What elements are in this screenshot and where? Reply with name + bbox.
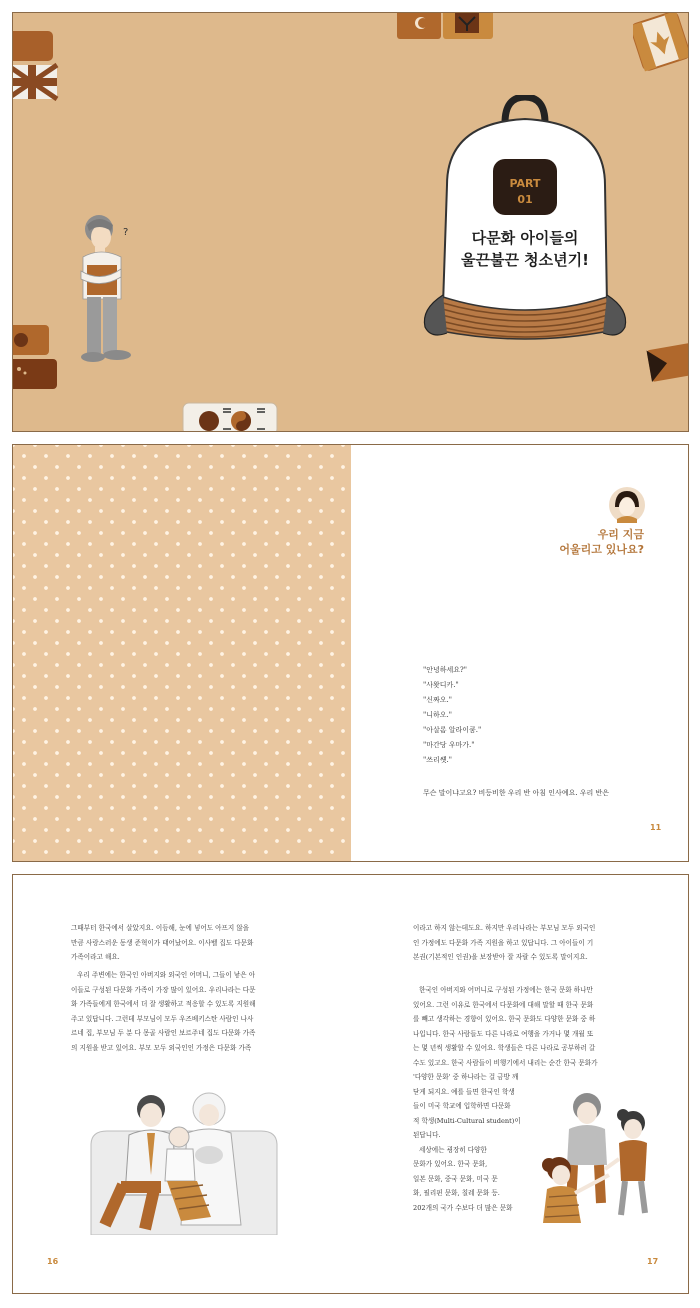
text-line: 일본 문화, 중국 문화, 미국 문 [413, 1174, 498, 1183]
right-paragraph-1 [413, 921, 595, 965]
dialogue-line-6: "마간당 우마가." [423, 741, 475, 749]
text-line: 화 가족들에게 한국에서 더 잘 생활하고 적응할 수 있도록 지원해 [71, 1000, 256, 1008]
text-line: 는 몇 년씩 생활할 수 있어요. 학생들은 다른 나라로 공부하러 갈 [413, 1044, 596, 1052]
text-line: 이들로 구성된 다문화 가족이 가장 많이 있어요. 우리나라는 다문 [71, 985, 256, 994]
text-line: 의 지원을 받고 있어요. 부모 모두 외국인인 가정은 다문화 가족 [71, 1043, 252, 1052]
text-line: 이라고 하지 않는데도요. 하지만 우리나라는 부모님 모두 외국인 [413, 924, 596, 932]
text-line: 인 가정에도 다문화 가족 지원을 하고 있답니다. 그 아이들이 기 [413, 938, 594, 947]
spread-pages-16-17 [12, 874, 689, 1294]
chapter-title-line2: 어울리고 있나요? [559, 543, 644, 556]
text-line: 202개의 국가 수보다 더 많은 문화 [413, 1203, 513, 1212]
dialogue-line-2: "사왓디카." [423, 681, 459, 689]
backpack-illustration [417, 95, 631, 345]
canada-flag-suitcase-icon [633, 13, 689, 73]
text-line: 적 학생(Multi-Cultural student)이 [413, 1116, 521, 1125]
page-number-17: 17 [647, 1257, 659, 1266]
left-paragraph-2 [71, 968, 255, 1055]
dialogue-line-1: "안녕하세요?" [423, 666, 468, 674]
flag-suitcases-left-icon [13, 323, 63, 393]
part-label: PART [509, 177, 541, 190]
cover-title-line1: 다문화 아이들의 [471, 229, 579, 247]
question-mark: ? [123, 227, 129, 238]
text-line: 세상에는 굉장히 다양한 [419, 1145, 487, 1154]
text-line: 를 빼고 생각하는 경향이 있어요. 한국 문화도 다양한 문화 중 하 [413, 1015, 596, 1023]
dialogue-line-3: "신짜오." [423, 696, 452, 704]
korea-flag-suitcase-icon [181, 399, 281, 432]
text-line: 들이 미국 학교에 입학하면 다문화 [413, 1102, 511, 1110]
text-line: 르네 집, 부모님 두 분 다 몽골 사람인 보르주네 집도 다문화 가족 [71, 1029, 256, 1037]
flag-suitcases-top-icon [397, 13, 495, 41]
text-line: 나입니다. 한국 사람들도 다른 나라로 여행을 가거나 몇 개월 또 [413, 1029, 594, 1038]
page-number-16: 16 [47, 1257, 59, 1266]
text-line: 수도 있고요. 한국 사람들이 비행기에서 내리는 순간 한국 문화가 [413, 1058, 598, 1067]
family-illustration [85, 1085, 285, 1235]
boy-character-illustration [71, 209, 151, 369]
text-line: 문화가 있어요. 한국 문화, [413, 1160, 488, 1168]
body-text-line: 무슨 말이냐고요? 비등비한 우리 반 아침 인사예요. 우리 반은 [423, 789, 610, 797]
left-paragraph-1 [71, 921, 253, 965]
text-line: 한국인 아버지와 어머니로 구성된 가정에는 한국 문화 하나만 [419, 986, 593, 994]
children-circle-illustration [529, 1085, 679, 1235]
cover-page [12, 12, 689, 432]
uk-flag-suitcase-icon [13, 31, 61, 101]
text-line: 가족이라고 해요. [71, 953, 120, 961]
text-line: 된답니다. [413, 1131, 441, 1139]
text-line: 닫게 되지요. 예를 들면 한국인 학생 [413, 1087, 515, 1096]
page-number-11: 11 [650, 823, 662, 832]
cover-title-line2: 울끈불끈 청소년기! [461, 251, 589, 269]
dialogue-line-5: "아살롬 알라이쿰." [423, 726, 482, 734]
text-line: 화, 필리핀 문화, 칠레 문화 등. [413, 1189, 500, 1197]
pattern-page [13, 445, 351, 861]
dialogue-line-7: "쓰리썟." [423, 756, 452, 764]
text-line: 있어요. 그런 이유로 한국에서 다문화에 대해 말할 때 한국 문화 [413, 1000, 594, 1009]
text-line: 만큼 사랑스러운 동생 준혁이가 태어났어요. 이사벨 집도 다문화 [71, 938, 254, 947]
flag-suitcase-right-icon [645, 343, 689, 383]
text-line: 본권(기본적인 인권)을 보장받아 잘 자랄 수 있도록 말이지요. [413, 953, 588, 961]
part-number: 01 [517, 193, 533, 206]
chapter-title-line1: 우리 지금 [597, 528, 644, 541]
avatar [605, 485, 649, 525]
text-line: 그때부터 한국에서 살았지요. 이듬해, 눈에 넣어도 아프지 않을 [71, 924, 250, 932]
text-line: 주고 있답니다. 그런데 부모님이 모두 우즈베키스탄 사람인 나사 [71, 1014, 254, 1023]
spread-pages-10-11 [12, 444, 689, 862]
text-line: '다양한 문화' 중 하나라는 걸 금방 깨 [413, 1073, 519, 1081]
dialogue-line-4: "니하오." [423, 711, 452, 719]
text-line: 우리 주변에는 한국인 아버지와 외국인 어머니, 그들이 낳은 아 [77, 971, 256, 979]
